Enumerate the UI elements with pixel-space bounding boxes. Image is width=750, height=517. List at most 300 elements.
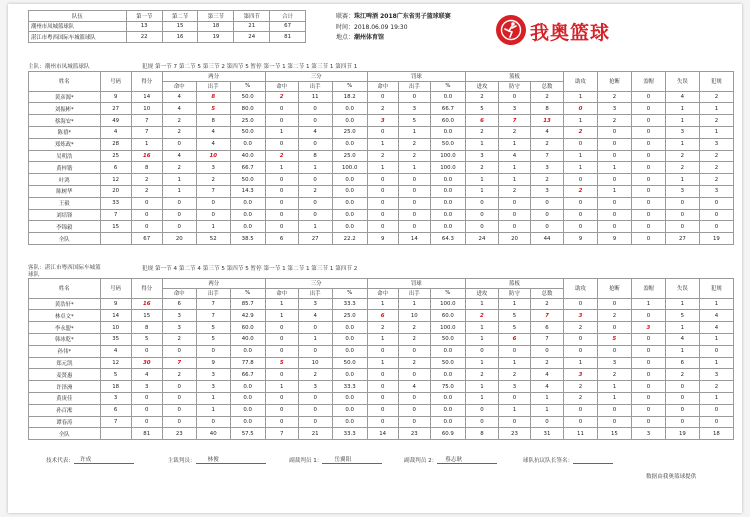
stat-cell: 5 (665, 310, 699, 322)
stat-cell: 2 (367, 103, 398, 115)
home-fouls-timeouts: 犯规 第一节 7 第二节 5 第三节 2 第四节 5 暂停 第一节 1 第二节 1 第三节 1 第四节 1 (142, 64, 358, 70)
col-tov-header: 失误 (665, 279, 699, 299)
stat-cell: 0.0 (430, 369, 465, 381)
venue-label: 地点： (336, 34, 355, 41)
stat-cell: 0.0 (332, 345, 367, 357)
col-total-subheader: 总数 (530, 288, 563, 298)
stat-cell: 4 (100, 345, 131, 357)
stat-cell: 0 (265, 103, 298, 115)
stat-cell: 60.0 (230, 322, 265, 334)
stat-cell: 0 (398, 91, 430, 103)
match-info (336, 12, 451, 44)
stat-cell: 9 (100, 298, 131, 310)
stat-cell: 2 (699, 381, 733, 393)
stat-cell: 1 (665, 298, 699, 310)
col-two-pt-header: 两分 (162, 279, 265, 289)
stat-cell: 15 (131, 310, 162, 322)
team-total-cell: 27 (665, 233, 699, 245)
stat-cell: 2 (498, 369, 530, 381)
stat-cell: 1 (699, 333, 733, 345)
team-total-cell: 6 (265, 233, 298, 245)
stat-cell: 5 (265, 357, 298, 369)
team-total-cell: 15 (597, 428, 631, 440)
stat-cell: 3 (531, 185, 564, 197)
stat-cell: 0 (531, 209, 564, 221)
stat-cell: 0 (563, 416, 597, 428)
stat-cell: 0 (398, 197, 430, 209)
stat-cell: 2 (131, 174, 162, 186)
team-total-cell: 23 (162, 428, 196, 440)
stat-cell: 50.0 (430, 333, 465, 345)
score-cell: 15 (162, 21, 198, 32)
stat-cell: 0 (367, 221, 398, 233)
col-att-subheader: 出手 (398, 288, 430, 298)
stat-cell: 0 (498, 209, 530, 221)
stat-cell: 2 (531, 174, 564, 186)
stat-cell: 0 (298, 174, 332, 186)
col-att-subheader: 出手 (196, 288, 230, 298)
stat-cell: 2 (597, 310, 631, 322)
stat-cell: 40.0 (230, 333, 265, 345)
stat-cell: 0 (665, 197, 699, 209)
stat-cell: 25.0 (332, 126, 367, 138)
stat-cell: 0 (631, 404, 665, 416)
stat-cell: 1 (665, 345, 699, 357)
stat-cell: 0.0 (332, 209, 367, 221)
stat-cell: 0 (465, 209, 498, 221)
stat-cell: 2 (563, 392, 597, 404)
player-row (29, 221, 734, 233)
player-name: 刘培锋 (29, 209, 101, 221)
stat-cell: 0 (367, 197, 398, 209)
stat-cell: 2 (699, 174, 733, 186)
stat-cell: 0 (196, 416, 230, 428)
stat-cell: 3 (100, 392, 131, 404)
stat-cell: 0.0 (332, 115, 367, 127)
stat-cell: 0.0 (332, 197, 367, 209)
col-made-subheader: 命中 (162, 81, 196, 91)
stat-cell: 3 (298, 298, 332, 310)
stat-cell: 4 (162, 103, 196, 115)
woao-basketball-logo (496, 15, 626, 45)
player-name: 郑元凯 (29, 357, 101, 369)
stat-cell: 0.0 (332, 322, 367, 334)
stat-cell: 0 (131, 392, 162, 404)
stat-cell: 1 (465, 333, 498, 345)
stat-cell: 0.0 (230, 404, 265, 416)
score-header-cell: 队伍 (29, 11, 127, 22)
stat-cell: 3 (196, 369, 230, 381)
player-row (29, 115, 734, 127)
stat-cell: 0.0 (332, 138, 367, 150)
team-total-cell: 21 (298, 428, 332, 440)
stat-cell: 100.0 (332, 162, 367, 174)
stat-cell: 0.0 (230, 392, 265, 404)
stat-cell: 0 (563, 404, 597, 416)
umpire2-name: 蔡志耿 (445, 457, 463, 463)
score-header-cell: 合计 (270, 11, 306, 22)
col-def-subheader: 防守 (498, 288, 530, 298)
stat-cell: 0 (398, 345, 430, 357)
stat-cell: 0 (398, 404, 430, 416)
stat-cell: 9 (196, 357, 230, 369)
stat-cell: 8 (196, 115, 230, 127)
player-name: 陈树华 (29, 185, 101, 197)
stat-cell: 10 (298, 357, 332, 369)
stat-cell: 85.7 (230, 298, 265, 310)
stat-cell: 9 (100, 91, 131, 103)
stat-cell: 0.0 (332, 174, 367, 186)
stat-cell: 0 (398, 209, 430, 221)
stat-cell: 1 (398, 162, 430, 174)
col-total-subheader: 总数 (531, 81, 564, 91)
stat-cell: 3 (563, 369, 597, 381)
stat-cell: 0 (367, 345, 398, 357)
stat-cell: 0 (131, 197, 162, 209)
stat-cell: 0 (298, 103, 332, 115)
stat-cell: 0 (162, 416, 196, 428)
stat-cell: 0.0 (430, 197, 465, 209)
stat-cell: 2 (531, 138, 564, 150)
stat-cell: 0.0 (230, 197, 265, 209)
match-name: 珠江啤酒 2018广东省男子篮球联赛 (354, 13, 451, 20)
stat-cell: 12 (100, 357, 131, 369)
stat-cell: 0 (162, 345, 196, 357)
stat-cell: 1 (162, 174, 196, 186)
team-total-cell: 20 (498, 233, 530, 245)
stat-cell: 27 (100, 103, 131, 115)
player-row (29, 185, 734, 197)
score-cell: 22 (126, 32, 162, 43)
stat-cell: 8 (131, 322, 162, 334)
stat-cell: 0.0 (332, 392, 367, 404)
stat-cell: 0 (498, 392, 530, 404)
home-stats-table (28, 71, 734, 245)
col-free-throw-header: 罚球 (367, 279, 465, 289)
stat-cell: 2 (162, 126, 196, 138)
stat-cell: 1 (367, 333, 398, 345)
stat-cell: 0.0 (332, 103, 367, 115)
stat-cell: 2 (498, 126, 530, 138)
stat-cell: 10 (100, 322, 131, 334)
stat-cell: 1 (465, 174, 498, 186)
stat-cell: 2 (465, 126, 498, 138)
match-label: 联赛： (336, 13, 355, 20)
stat-cell: 0 (531, 197, 564, 209)
player-name: 黄浩轩* (29, 298, 101, 310)
stat-cell: 0 (265, 392, 298, 404)
stat-cell: 2 (465, 369, 498, 381)
stat-cell: 2 (597, 91, 631, 103)
team-total-cell: 44 (531, 233, 564, 245)
stat-cell: 25.0 (230, 115, 265, 127)
stat-cell: 5 (398, 115, 430, 127)
stat-cell: 2 (564, 185, 598, 197)
stat-cell: 4 (699, 322, 733, 334)
team-total-label: 全队 (29, 428, 101, 440)
stat-cell: 1 (367, 138, 398, 150)
stat-cell: 7 (196, 298, 230, 310)
stat-cell: 2 (597, 369, 631, 381)
stat-cell: 0 (367, 392, 398, 404)
stat-cell: 1 (265, 310, 298, 322)
stat-cell: 4 (665, 91, 699, 103)
stat-cell: 66.7 (230, 162, 265, 174)
player-row (29, 404, 734, 416)
stat-cell: 100.0 (430, 162, 465, 174)
stat-cell: 80.0 (230, 103, 265, 115)
stat-cell: 77.8 (230, 357, 265, 369)
score-header-cell: 第三节 (198, 11, 234, 22)
col-ast-header: 助攻 (563, 279, 597, 299)
stat-cell: 50.0 (230, 174, 265, 186)
stat-cell: 8 (196, 91, 230, 103)
col-pct-subheader: % (230, 81, 265, 91)
stat-cell: 1 (699, 103, 733, 115)
stat-cell: 1 (465, 138, 498, 150)
stat-cell: 0 (699, 404, 733, 416)
player-name: 孙百淞 (29, 404, 101, 416)
stat-cell: 0 (597, 138, 631, 150)
team-total-cell: 81 (131, 428, 162, 440)
stat-cell: 15 (100, 221, 131, 233)
captain-signature-label: 球队抗议队长签名： (522, 458, 574, 464)
stat-cell: 0 (631, 174, 665, 186)
stat-cell: 1 (530, 392, 563, 404)
team-total-cell: 9 (564, 233, 598, 245)
stat-cell: 14 (131, 91, 162, 103)
player-name: 韩冰乾* (29, 333, 101, 345)
stat-cell: 0 (631, 209, 665, 221)
chief-referee-name: 林俊 (207, 457, 219, 463)
stat-cell: 1 (530, 404, 563, 416)
stat-cell: 7 (162, 357, 196, 369)
player-row (29, 103, 734, 115)
col-number-header: 号码 (100, 72, 131, 92)
col-blk-header: 盖帽 (631, 279, 665, 299)
stat-cell: 8 (131, 162, 162, 174)
col-pct-subheader: % (332, 81, 367, 91)
stat-cell: 0.0 (332, 221, 367, 233)
col-att-subheader: 出手 (196, 81, 230, 91)
col-three-pt-header: 三分 (265, 72, 367, 82)
team-total-cell: 24 (465, 233, 498, 245)
stat-cell: 8 (531, 103, 564, 115)
stat-cell: 2 (465, 91, 498, 103)
player-name: 黄梓锴 (29, 162, 101, 174)
stat-cell: 0 (162, 197, 196, 209)
stat-cell: 0 (699, 345, 733, 357)
stat-cell: 6 (100, 162, 131, 174)
stat-cell: 7 (131, 115, 162, 127)
stat-cell: 3 (196, 381, 230, 393)
stat-cell: 3 (367, 115, 398, 127)
stat-cell: 4 (298, 310, 332, 322)
score-header-cell: 第四节 (234, 11, 270, 22)
stat-cell: 0 (367, 174, 398, 186)
stat-cell: 1 (665, 138, 699, 150)
col-made-subheader: 命中 (265, 288, 298, 298)
team-total-cell: 19 (699, 233, 733, 245)
stat-cell: 3 (196, 162, 230, 174)
stat-cell: 0 (530, 345, 563, 357)
stat-cell: 1 (498, 357, 530, 369)
stat-cell: 0 (265, 185, 298, 197)
score-cell: 18 (198, 21, 234, 32)
stat-cell: 3 (531, 162, 564, 174)
stat-cell: 2 (563, 381, 597, 393)
stat-cell: 1 (597, 381, 631, 393)
col-stl-header: 抢断 (597, 279, 631, 299)
stat-cell: 0 (498, 91, 530, 103)
stat-cell: 7 (530, 310, 563, 322)
stat-cell: 0 (631, 197, 665, 209)
team-total-cell: 20 (162, 233, 196, 245)
stat-cell: 0 (162, 221, 196, 233)
stat-cell: 0 (498, 197, 530, 209)
player-row (29, 369, 734, 381)
team-total-row (29, 233, 734, 245)
team-total-cell: 23 (498, 428, 530, 440)
stat-cell: 3 (699, 138, 733, 150)
player-row (29, 126, 734, 138)
player-name: 谭春涛 (29, 416, 101, 428)
stat-cell: 28 (100, 138, 131, 150)
match-venue: 潮州体育馆 (354, 34, 385, 41)
stat-cell: 2 (298, 185, 332, 197)
team-total-cell: 9 (367, 233, 398, 245)
stat-cell: 2 (699, 150, 733, 162)
stat-cell: 4 (530, 381, 563, 393)
tech-rep-name: 许成 (79, 457, 92, 463)
stat-cell: 0.0 (230, 221, 265, 233)
stat-cell: 49 (100, 115, 131, 127)
player-row (29, 91, 734, 103)
stat-cell: 0 (196, 209, 230, 221)
team-total-cell: 19 (665, 428, 699, 440)
score-row (29, 21, 306, 32)
stat-cell: 50.0 (332, 357, 367, 369)
stat-cell: 1 (465, 381, 498, 393)
stat-cell: 35 (100, 333, 131, 345)
player-name: 李锦毅 (29, 221, 101, 233)
stat-cell: 7 (100, 209, 131, 221)
stat-cell: 2 (162, 162, 196, 174)
stat-cell: 1 (699, 357, 733, 369)
stat-cell: 4 (162, 91, 196, 103)
stat-cell: 0 (564, 138, 598, 150)
stat-cell: 0 (597, 322, 631, 334)
stat-cell: 0 (298, 392, 332, 404)
stat-cell: 1 (367, 298, 398, 310)
stat-cell: 0 (597, 197, 631, 209)
stat-cell: 0 (631, 115, 665, 127)
stat-cell: 2 (465, 162, 498, 174)
stat-cell: 2 (298, 369, 332, 381)
stat-cell: 0 (265, 404, 298, 416)
stat-cell: 0 (665, 221, 699, 233)
away-stats-table (28, 278, 734, 440)
stat-cell: 18 (100, 381, 131, 393)
stat-cell: 0 (265, 138, 298, 150)
stat-cell: 7 (498, 115, 530, 127)
stat-cell: 3 (563, 310, 597, 322)
stat-cell: 7 (196, 310, 230, 322)
stat-cell: 6 (367, 310, 398, 322)
stat-cell: 1 (665, 322, 699, 334)
col-points-header: 得分 (131, 279, 162, 299)
col-att-subheader: 出手 (298, 81, 332, 91)
stat-cell: 2 (564, 126, 598, 138)
stat-cell: 1 (564, 162, 598, 174)
col-def-subheader: 防守 (498, 81, 530, 91)
team-total-cell: 3 (631, 428, 665, 440)
signature-line (46, 455, 613, 464)
stat-cell: 1 (196, 404, 230, 416)
stat-cell: 2 (699, 115, 733, 127)
stat-cell: 2 (531, 91, 564, 103)
stat-cell: 4 (398, 381, 430, 393)
home-team-label: 主队：潮州市凤城篮球队 (28, 64, 90, 70)
col-made-subheader: 命中 (367, 81, 398, 91)
col-stl-header: 抢断 (597, 72, 631, 92)
team-total-cell: 60.9 (430, 428, 465, 440)
stat-cell: 1 (465, 185, 498, 197)
stat-cell: 1 (131, 138, 162, 150)
umpire1-label: 副裁判员 1： (289, 458, 323, 464)
stat-cell: 25.0 (332, 150, 367, 162)
stat-cell: 2 (398, 150, 430, 162)
col-pct-subheader: % (230, 288, 265, 298)
team-total-cell: 9 (597, 233, 631, 245)
stat-cell: 1 (298, 333, 332, 345)
player-row (29, 138, 734, 150)
stat-cell: 66.7 (430, 103, 465, 115)
score-cell: 21 (234, 21, 270, 32)
match-time: 2018.06.09 19:30 (354, 23, 408, 31)
stat-cell: 2 (530, 357, 563, 369)
stat-cell: 0 (298, 138, 332, 150)
stat-cell: 0 (631, 103, 665, 115)
stat-cell: 1 (465, 357, 498, 369)
stat-cell: 0 (367, 404, 398, 416)
stat-cell: 75.0 (430, 381, 465, 393)
chief-referee-label: 主裁判员： (167, 458, 196, 464)
logo-text: 我奥篮球 (530, 22, 611, 44)
stat-cell: 0 (298, 209, 332, 221)
score-cell: 81 (270, 32, 306, 43)
stat-cell: 0.0 (430, 392, 465, 404)
stat-cell: 0 (265, 221, 298, 233)
stat-cell: 0 (298, 115, 332, 127)
stat-cell: 2 (465, 310, 498, 322)
player-row (29, 322, 734, 334)
stat-cell: 1 (564, 150, 598, 162)
stat-cell: 20 (100, 185, 131, 197)
stat-cell: 6 (665, 357, 699, 369)
stat-cell: 0 (131, 416, 162, 428)
stat-cell: 0.0 (230, 345, 265, 357)
away-fouls-timeouts: 犯规 第一节 4 第二节 4 第三节 5 第四节 5 暂停 第一节 1 第二节 1 第三节 1 第四节 2 (142, 266, 358, 272)
stat-cell: 0 (665, 209, 699, 221)
stat-cell: 0 (631, 333, 665, 345)
stat-header-row-1 (29, 72, 734, 82)
stat-cell: 2 (265, 150, 298, 162)
col-pf-header: 犯规 (699, 279, 733, 299)
player-row (29, 298, 734, 310)
player-name: 黄庚佳 (29, 392, 101, 404)
stat-cell: 14.3 (230, 185, 265, 197)
